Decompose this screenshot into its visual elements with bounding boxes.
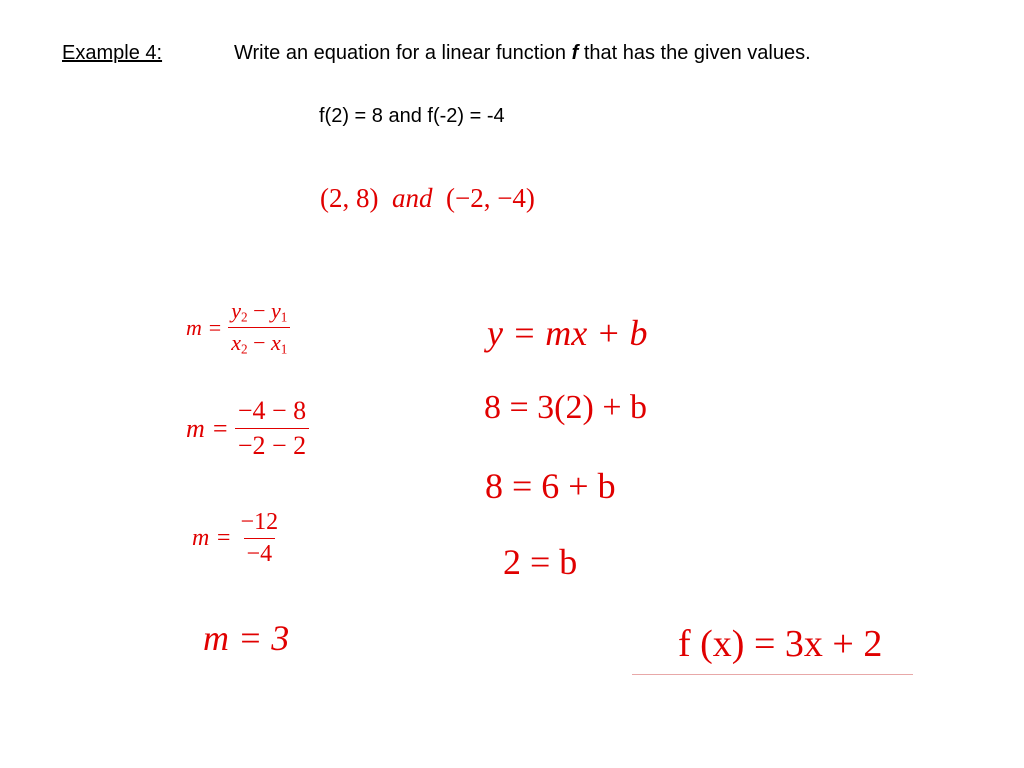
example-label: Example 4: xyxy=(62,42,163,64)
function-name: f xyxy=(571,42,579,64)
intercept-result: 2 = b xyxy=(503,542,578,582)
problem-text-before: Write an equation for a linear function xyxy=(234,42,572,64)
answer-underline xyxy=(632,674,913,675)
slope-intercept-formula: y = mx + b xyxy=(487,313,648,353)
slope-result: m = 3 xyxy=(203,618,290,658)
slope-formula-numerator: $y_2 - y_1$ xyxy=(231,298,288,325)
intercept-substitution: 8 = 3(2) + b xyxy=(484,389,647,426)
slope-substitution-fraction xyxy=(235,396,309,461)
slope-formula-denominator: $x_2 - x_1$ xyxy=(228,327,290,357)
final-answer: f (x) = 3x + 2 xyxy=(678,623,883,665)
slope-simplified-fraction xyxy=(238,509,282,568)
intercept-simplified: 8 = 6 + b xyxy=(485,466,616,506)
slope-substitution-denominator: −2 − 2 xyxy=(235,428,309,461)
slope-simplified-numerator: −12 xyxy=(240,509,279,535)
slope-simplified xyxy=(192,509,281,568)
slope-substitution-numerator: −4 − 8 xyxy=(237,396,307,425)
slope-substitution xyxy=(186,396,309,461)
slope-formula-lhs: m = xyxy=(186,314,223,340)
point-one: (2, 8) xyxy=(320,183,379,213)
slope-formula xyxy=(186,298,290,358)
problem-statement xyxy=(234,42,811,65)
points-connector: and xyxy=(391,183,433,213)
given-values: f(2) = 8 and f(-2) = -4 xyxy=(319,105,505,127)
points-line xyxy=(320,183,535,214)
slope-simplified-lhs: m = xyxy=(192,525,232,551)
problem-text-after: that has the given values. xyxy=(578,42,811,64)
slope-simplified-denominator: −4 xyxy=(244,538,276,568)
slope-substitution-lhs: m = xyxy=(186,413,229,443)
slope-formula-fraction xyxy=(228,298,290,358)
point-two: (−2, −4) xyxy=(445,183,535,213)
